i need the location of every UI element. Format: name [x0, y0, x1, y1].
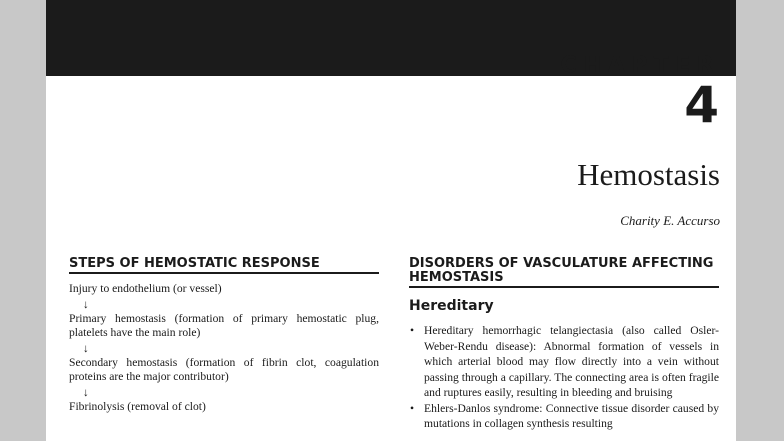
section-heading-steps: STEPS OF HEMOSTATIC RESPONSE [69, 257, 379, 274]
bullet-icon: • [410, 324, 415, 337]
step-item: Secondary hemostasis (formation of fibrin clot, coagulation proteins are the major contributor) [69, 355, 379, 384]
down-arrow-icon: ↓ [83, 341, 89, 355]
step-item: Fibrinolysis (removal of clot) [69, 399, 206, 413]
down-arrow-icon: ↓ [83, 297, 89, 311]
step-item: Injury to endothelium (or vessel) [69, 282, 222, 295]
section-heading-disorders: DISORDERS OF VASCULATURE AFFECTING HEMOSTASIS [409, 257, 719, 288]
step-item: Primary hemostasis (formation of primary hemostatic plug, platelets have the main role) [69, 311, 379, 340]
list-item [409, 401, 719, 432]
bullet-icon: • [410, 401, 415, 415]
list-item [409, 323, 719, 401]
chapter-number: 4 [684, 76, 719, 134]
chapter-label: CHAPTER [560, 53, 720, 78]
chapter-title: Hemostasis [577, 157, 720, 192]
steps-list [69, 282, 379, 415]
chapter-author: Charity E. Accurso [620, 213, 720, 228]
right-column [409, 257, 719, 432]
down-arrow-icon: ↓ [83, 385, 89, 399]
left-column [69, 257, 379, 415]
subheading-hereditary: Hereditary [409, 298, 494, 314]
disorder-list [409, 323, 719, 432]
document-page [46, 0, 736, 441]
list-item-text: Hereditary hemorrhagic telangiectasia (also called Osler-Weber-Rendu disease): Abnormal formation of vessels in which arterial blood may flow directly into a vein without passing through a capillary. The connecting area is often fragile and ruptures easily, resulting in bleeding and bruising [424, 324, 719, 399]
list-item-text: Ehlers-Danlos syndrome: Connective tissue disorder caused by mutations in collagen synthesis resulting [424, 401, 719, 430]
